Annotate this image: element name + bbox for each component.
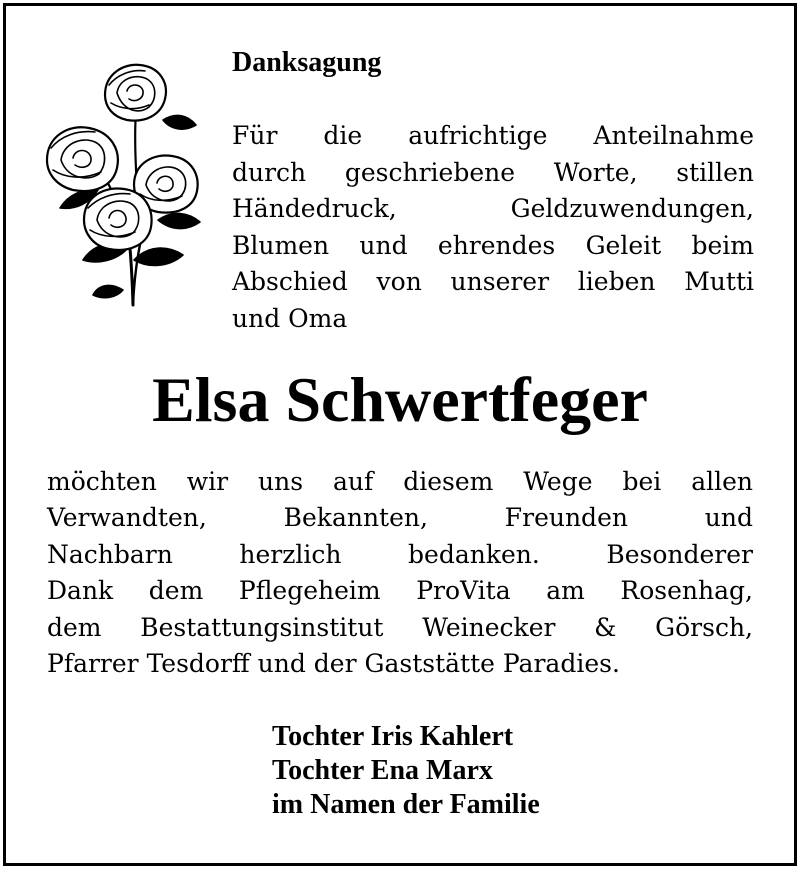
body-line: möchten wir uns auf diesem Wege bei allen bbox=[47, 467, 753, 496]
intro-line: Blumen und ehrendes Geleit beim bbox=[232, 230, 754, 260]
intro-line: Abschied von unserer lieben Mutti bbox=[232, 267, 754, 296]
notice-heading: Danksagung bbox=[232, 47, 382, 78]
intro-line: Händedruck, Geldzuwendungen, bbox=[232, 194, 754, 223]
body-line: Verwandten, Bekannten, Freunden und bbox=[47, 503, 753, 533]
thanks-body-text bbox=[47, 464, 753, 682]
signature-line: Tochter Ena Marx bbox=[272, 755, 493, 786]
signature-line: Tochter Iris Kahlert bbox=[272, 721, 514, 752]
intro-line: Für die aufrichtige Anteilnahme bbox=[232, 121, 754, 150]
body-line: dem Bestattungsinstitut Weinecker & Görsch, bbox=[47, 612, 753, 642]
signature-block bbox=[272, 720, 540, 822]
body-line: Pfarrer Tesdorff und der Gaststätte Paradies. bbox=[47, 649, 620, 679]
intro-text bbox=[232, 118, 754, 337]
body-line: Dank dem Pflegeheim ProVita am Rosenhag, bbox=[47, 576, 753, 606]
body-line: Nachbarn herzlich bedanken. Besonderer bbox=[47, 539, 753, 569]
roses-illustration-icon bbox=[38, 60, 208, 310]
intro-line: und Oma bbox=[232, 303, 348, 333]
deceased-name: Elsa Schwertfeger bbox=[152, 364, 648, 435]
signature-line: im Namen der Familie bbox=[272, 789, 540, 820]
intro-line: durch geschriebene Worte, stillen bbox=[232, 157, 754, 187]
